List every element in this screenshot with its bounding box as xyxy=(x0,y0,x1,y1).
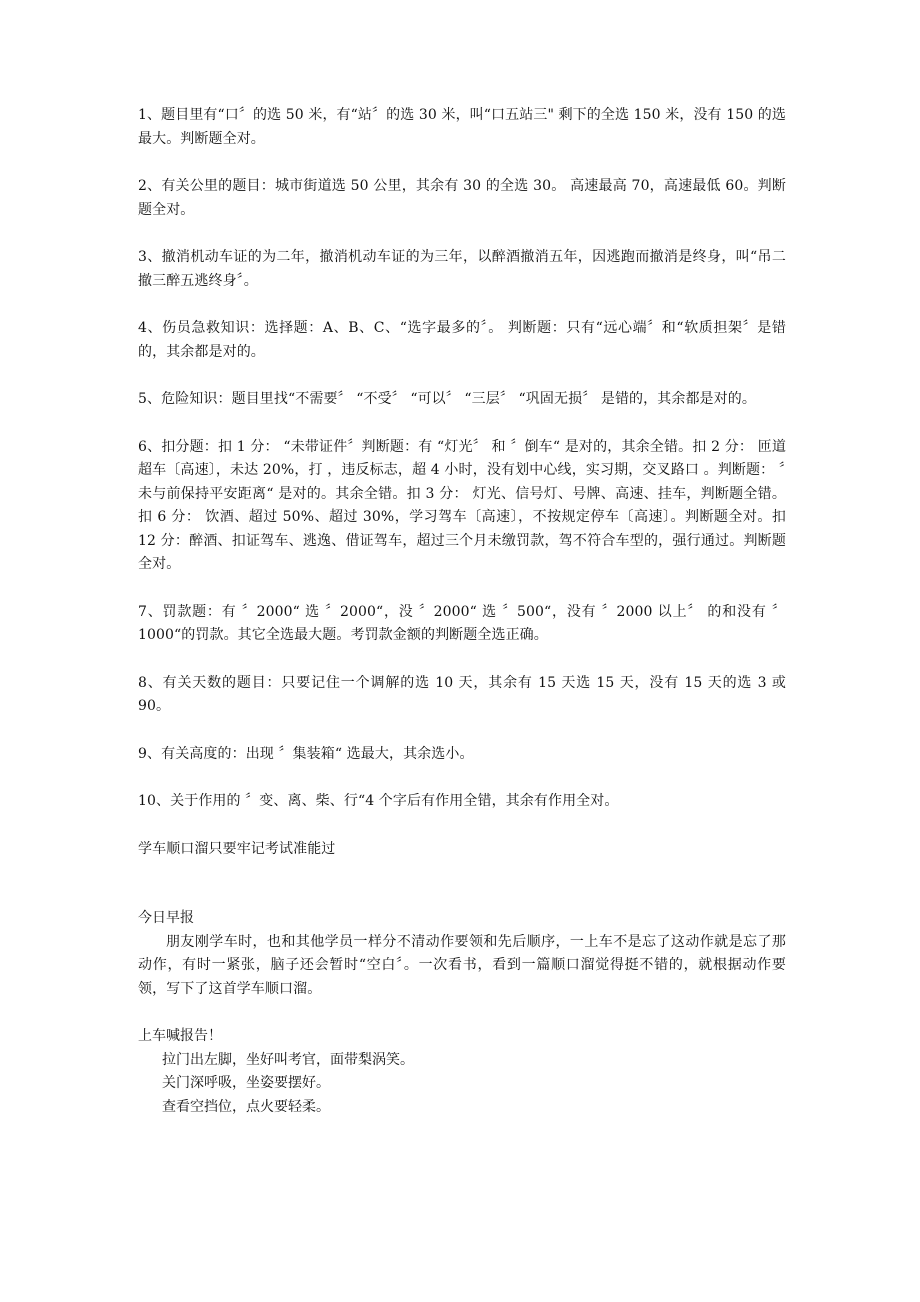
rule-item-9: 9、有关高度的：出现 〞集装箱“ 选最大，其余选小。 xyxy=(138,745,474,762)
report-body: 朋友刚学车时，也和其他学员一样分不清动作要领和先后顺序，一上车不是忘了这动作就是忘了那动作，有时一紧张，脑子还会暂时“空白〞。一次看书，看到一篇顺口溜觉得挺不错的，就根据动作要领，写下了这首学车顺口溜。 xyxy=(138,933,786,997)
poem-line: 查看空挡位，点火要轻柔。 xyxy=(162,1098,330,1115)
rule-item-8: 8、有关天数的题目：只要记住一个调解的选 10 天，其余有 15 天选 15 天，没有 15 天的选 3 或 90。 xyxy=(138,674,786,714)
rule-item-10: 10、关于作用的 〞变、离、柴、行“4 个字后有作用全错，其余有作用全对。 xyxy=(138,793,619,809)
rule-item-1: 1、题目里有“口〞的选 50 米，有“站〞的选 30 米，叫“口五站三" 剩下的全选 150 米，没有 150 的选最大。判断题全对。 xyxy=(138,107,786,147)
poem-line: 关门深呼吸，坐姿要摆好。 xyxy=(162,1075,330,1091)
rule-item-3: 3、撤消机动车证的为二年，撤消机动车证的为三年，以醉酒撤消五年，因逃跑而撤消是终身，叫“吊二撤三醉五逃终身〞。 xyxy=(138,249,786,289)
rule-item-6: 6、扣分题：扣 1 分： “未带证件〞判断题：有 “灯光〞 和 〞倒车“ 是对的，其余全错。扣 2 分： 匝道超车〔高速〕，未达 20%，打 ，违反标志，超 4 小时，没有划中心线，实习期，交叉路口 。判断题： 〞未与前保持平安距离“ 是对的。其余全错。扣 3 分： 灯光、信号灯、号牌、高速、挂车，判断题全错。扣 6 分： 饮酒、超过 50%、超过 30%，学习驾车〔高速〕，不按规定停车〔高速〕。判断题全对。扣 12 分：醉酒、扣证驾车、逃逸、借证驾车，超过三个月未缴罚款，驾不符合车型的，强行通过。判断题全对。 xyxy=(138,438,786,572)
rule-item-5: 5、危险知识：题目里找“不需要〞 “不受〞 “可以〞 “三层〞 “巩固无损〞 是错的，其余都是对的。 xyxy=(138,391,756,407)
rule-item-4: 4、伤员急救知识：选择题：A、B、C、“选字最多的〞。 判断题：只有“远心端〞和“软质担架〞是错的，其余都是对的。 xyxy=(138,320,786,360)
poem-line: 拉门出左脚，坐好叫考官，面带梨涡笑。 xyxy=(162,1051,414,1068)
rule-item-2: 2、有关公里的题目：城市街道选 50 公里，其余有 30 的全选 30。 高速最高 70，高速最低 60。判断题全对。 xyxy=(138,178,786,218)
rule-item-7: 7、罚款题：有 〞2000“ 选 〞2000“，没 〞2000“ 选 〞500“，没有 〞2000 以上〞 的和没有 〞1000“的罚款。其它全选最大题。考罚款金额的判断题全选正确。 xyxy=(138,603,786,643)
document-page xyxy=(138,104,786,1119)
report-title: 今日早报 xyxy=(138,910,194,926)
section-spacer xyxy=(138,861,786,907)
slogan-line: 学车顺口溜只要牢记考试准能过 xyxy=(138,840,336,857)
poem-title: 上车喊报告！ xyxy=(138,1028,222,1044)
